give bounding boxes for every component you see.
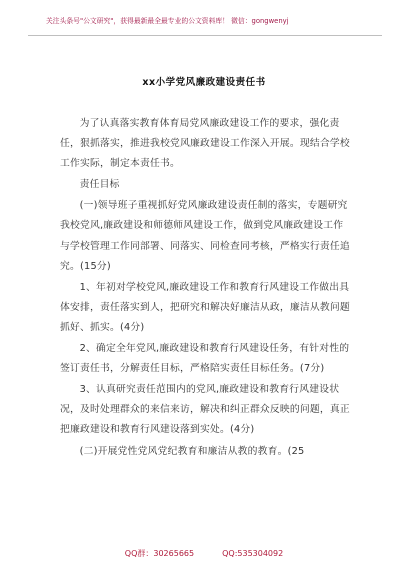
footer-qq-number: QQ:535304092 — [222, 549, 284, 558]
footer-qq-group: QQ群：30265665 — [124, 549, 195, 558]
document-title: xx小学党风廉政建设责任书 — [142, 77, 266, 88]
goal-paragraph-2: (二)开展党性党风党纪教育和廉洁从教的教育。(25 — [79, 445, 305, 457]
goal-item-3: 3、认真研究责任范围内的党风,廉政建设和教育行风建设状况，及时处理群众的来信来访，解决和纠正群众反映的问题，真正把廉政建设和教育行风建设落到实处。(4分) — [60, 384, 350, 436]
document-body — [60, 114, 352, 462]
footer-contact — [0, 548, 408, 560]
header-divider — [28, 35, 382, 36]
header-note: 关注头条号"公文研究"，获得最新最全最专业的公文资料库！ 微信：gongwenyj — [46, 17, 289, 25]
goal-item-1: 1、年初对学校党风,廉政建设工作和教育行风建设工作做出具体安排，责任落实到人，把研究和解决好廉洁从政，廉洁从教问题抓好、抓实。(4分) — [60, 281, 350, 333]
goal-item-2: 2、确定全年党风,廉政建设和教育行风建设任务，有针对性的签订责任书，分解责任目标，严格陪实责任目标任务。(7分) — [60, 343, 350, 375]
intro-paragraph: 为了认真落实教育体育局党风廉政建设工作的要求，强化责任，狠抓落实，推进我校党风廉政建设工作深入开展。现结合学校工作实际，制定本责任书。 — [60, 118, 350, 170]
goal-paragraph-1: (一)领导班子重视抓好党风廉政建设责任制的落实，专题研究我校党风,廉政建设和师德师风建设工作，做到党风廉政建设工作与学校管理工作同部署、同落实、同检查同考核，严格实行责任追究。(15分) — [60, 200, 350, 272]
section-heading: 责任目标 — [79, 179, 120, 191]
